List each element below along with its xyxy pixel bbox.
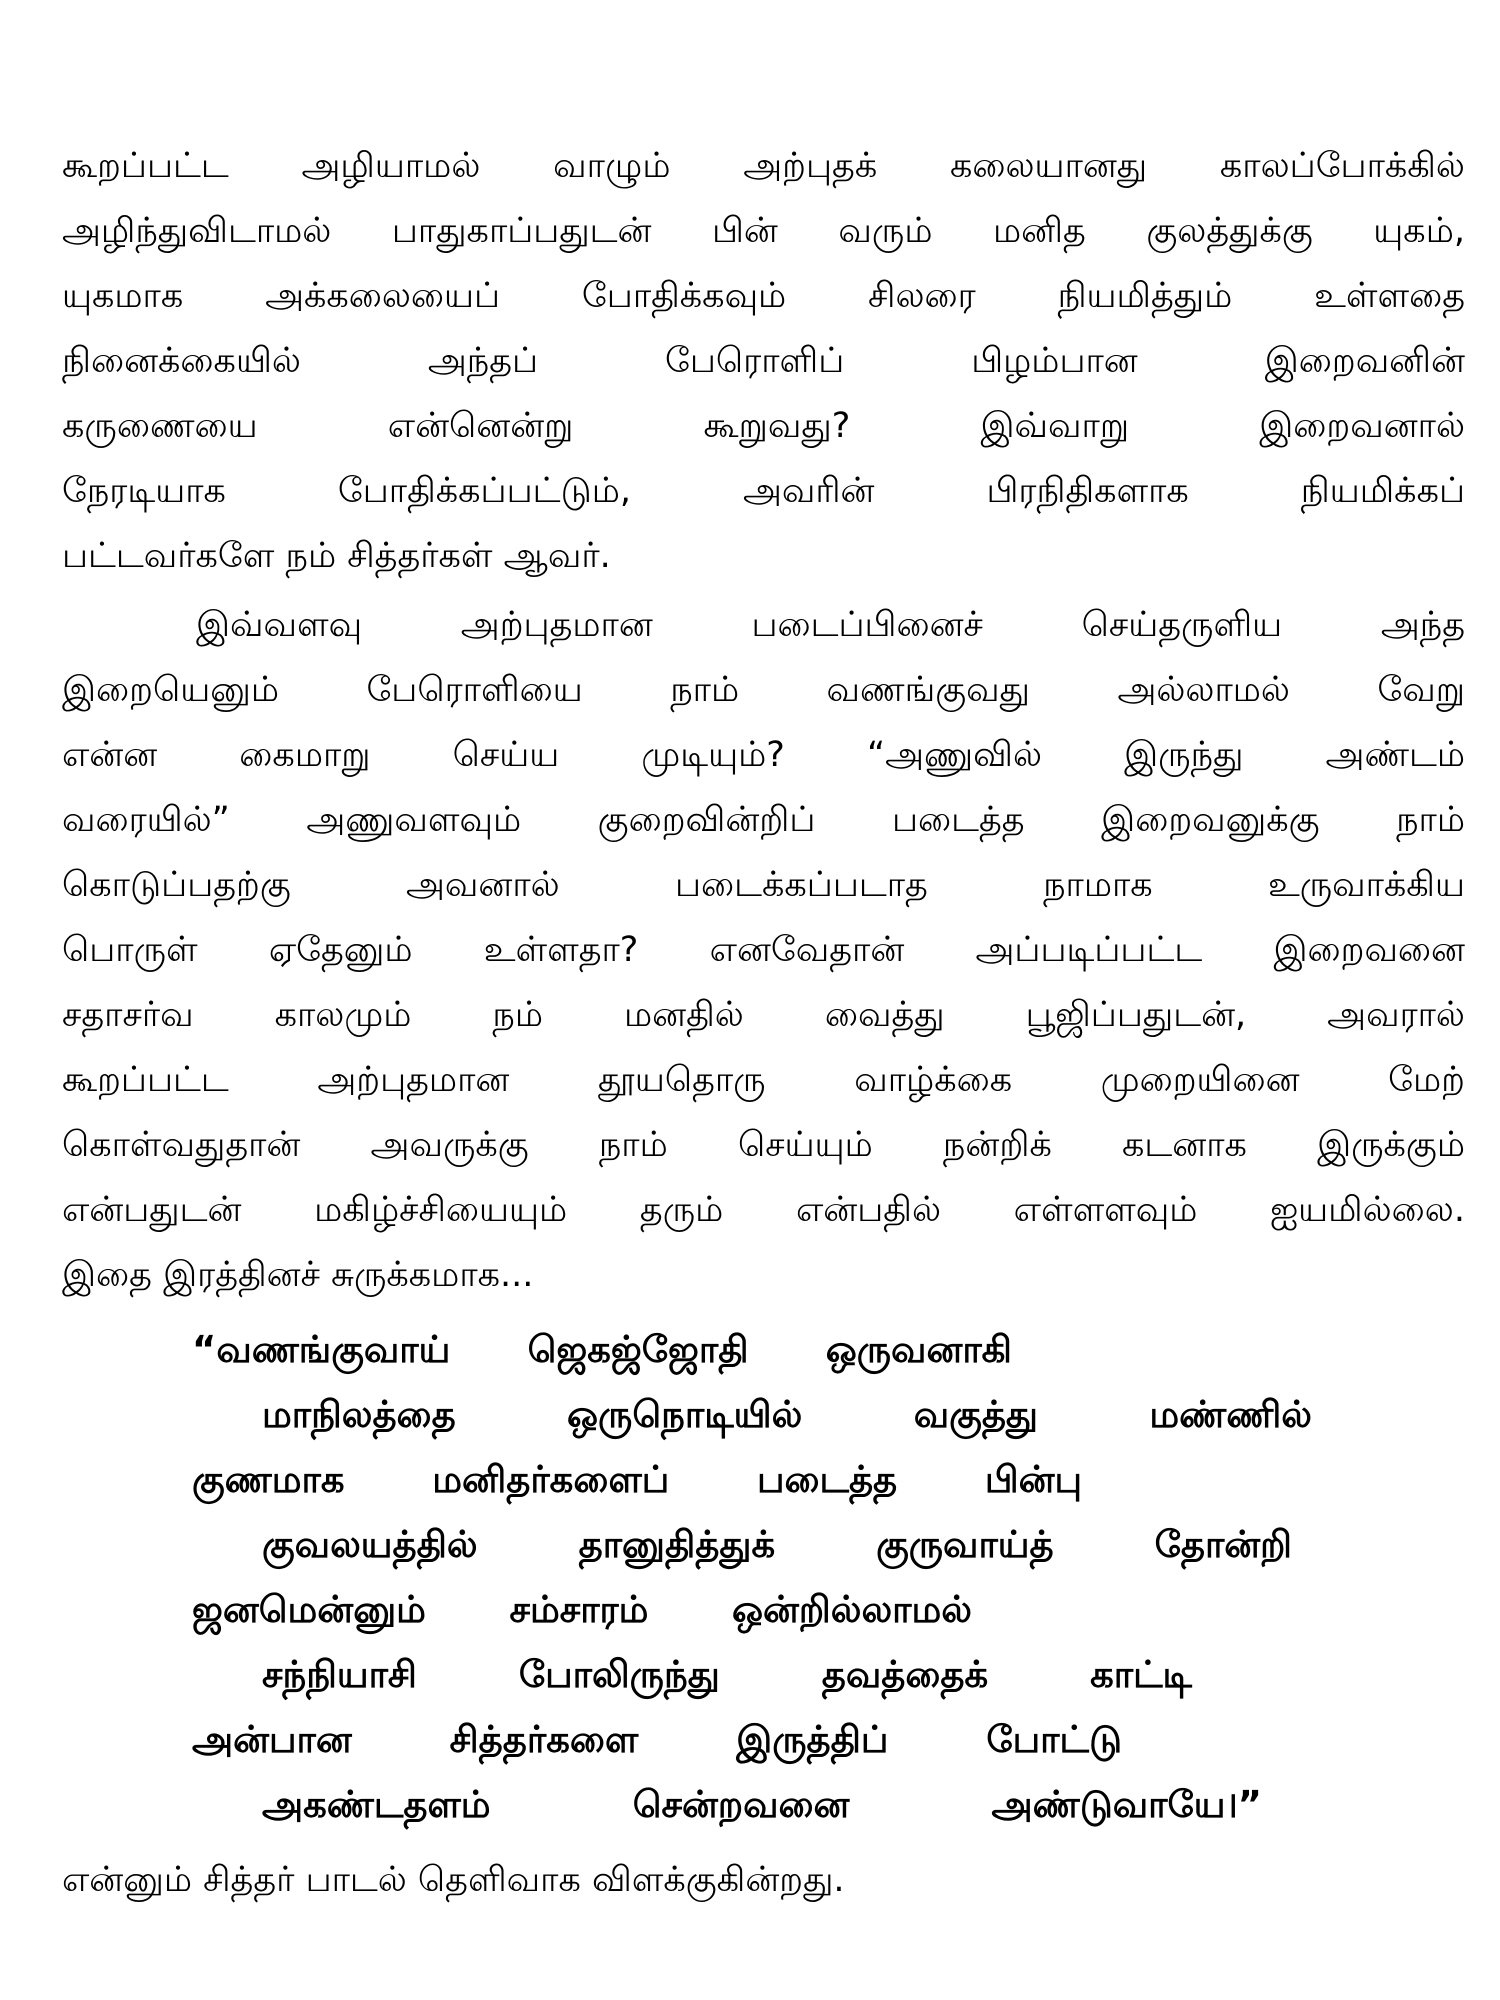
text-line: சதாசர்வ காலமும் நம் மனதில் வைத்து பூஜிப்பதுடன், அவரால் (62, 995, 1465, 1035)
text-line: என்ன கைமாறு செய்ய முடியும்? “அணுவில் இருந்து அண்டம் (62, 735, 1465, 775)
verse-line: மாநிலத்தை ஒருநொடியில் வகுத்து மண்ணில் (262, 1393, 1312, 1436)
closing-line: என்னும் சித்தர் பாடல் தெளிவாக விளக்குகின்றது. (62, 1860, 845, 1900)
text-line: அழிந்துவிடாமல் பாதுகாப்பதுடன் பின் வரும் மனித குலத்துக்கு யுகம், (62, 211, 1465, 251)
verse-line: “வணங்குவாய் ஜெகஜ்ஜோதி ஒருவனாகி (192, 1328, 1012, 1371)
verse-line: சந்நியாசி போலிருந்து தவத்தைக் காட்டி (262, 1653, 1192, 1696)
text-line: என்பதுடன் மகிழ்ச்சியையும் தரும் என்பதில் எள்ளளவும் ஐயமில்லை. (62, 1190, 1465, 1230)
verse-line: அகண்டதளம் சென்றவனை அண்டுவாயே।” (262, 1783, 1262, 1826)
text-line: இவ்வளவு அற்புதமான படைப்பினைச் செய்தருளிய அந்த (196, 605, 1465, 645)
text-line: கொடுப்பதற்கு அவனால் படைக்கப்படாத நாமாக உருவாக்கிய (62, 865, 1465, 905)
text-line: பட்டவர்களே நம் சித்தர்கள் ஆவர். (62, 536, 611, 576)
text-line: கொள்வதுதான் அவருக்கு நாம் செய்யும் நன்றிக் கடனாக இருக்கும் (62, 1125, 1465, 1165)
text-line: இதை இரத்தினச் சுருக்கமாக... (62, 1255, 534, 1295)
text-line: நேரடியாக போதிக்கப்பட்டும், அவரின் பிரநிதிகளாக நியமிக்கப் (62, 471, 1465, 511)
text-line: யுகமாக அக்கலையைப் போதிக்கவும் சிலரை நியமித்தும் உள்ளதை (62, 276, 1465, 316)
text-line: நினைக்கையில் அந்தப் பேரொளிப் பிழம்பான இறைவனின் (62, 341, 1465, 381)
verse-line: ஜனமென்னும் சம்சாரம் ஒன்றில்லாமல் (192, 1588, 972, 1631)
text-line: இறையெனும் பேரொளியை நாம் வணங்குவது அல்லாமல் வேறு (62, 670, 1465, 710)
text-line: கூறப்பட்ட அழியாமல் வாழும் அற்புதக் கலையானது காலப்போக்கில் (62, 146, 1465, 186)
verse-line: அன்பான சித்தர்களை இருத்திப் போட்டு (192, 1718, 1122, 1761)
text-line: கருணையை என்னென்று கூறுவது? இவ்வாறு இறைவனால் (62, 406, 1465, 446)
verse-line: குவலயத்தில் தானுதித்துக் குருவாய்த் தோன்றி (262, 1523, 1292, 1566)
text-line: வரையில்” அணுவளவும் குறைவின்றிப் படைத்த இறைவனுக்கு நாம் (62, 800, 1465, 840)
text-line: கூறப்பட்ட அற்புதமான தூயதொரு வாழ்க்கை முறையினை மேற் (62, 1060, 1465, 1100)
verse-line: குணமாக மனிதர்களைப் படைத்த பின்பு (192, 1458, 1082, 1501)
text-line: பொருள் ஏதேனும் உள்ளதா? எனவேதான் அப்படிப்பட்ட இறைவனை (62, 930, 1465, 970)
